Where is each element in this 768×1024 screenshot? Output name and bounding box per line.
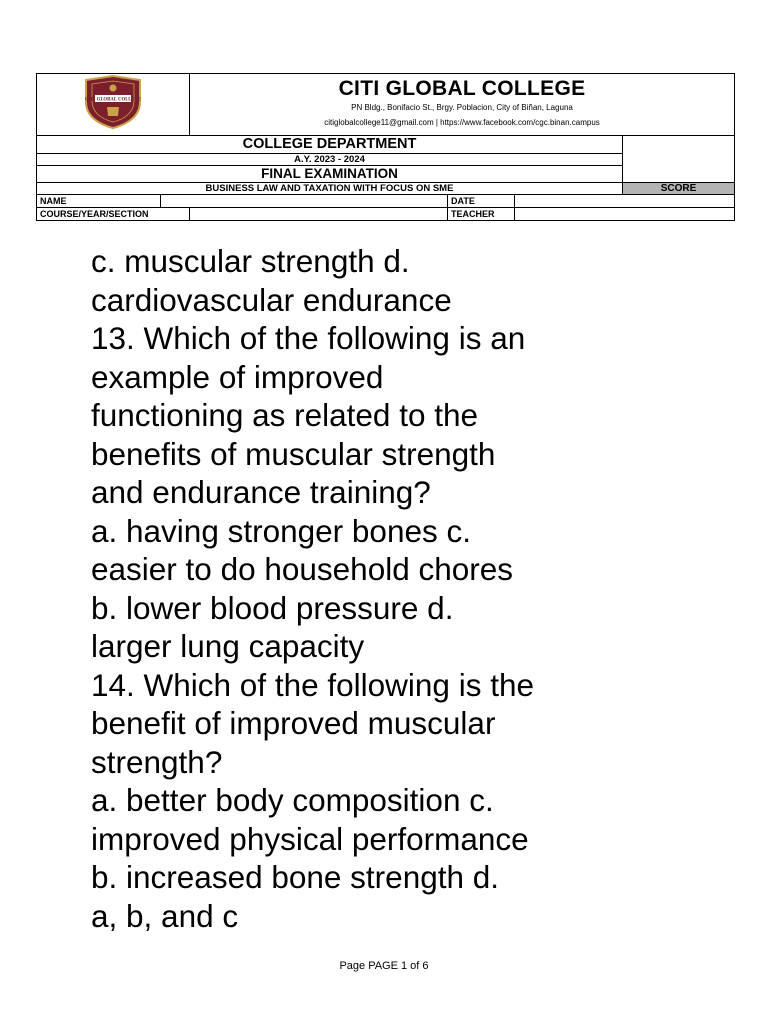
question-13-line: 13. Which of the following is an	[91, 320, 526, 356]
content-line: benefit of improved muscular	[91, 705, 496, 741]
question-14-line: 14. Which of the following is the	[91, 666, 534, 703]
logo-cell	[37, 74, 190, 136]
content-line: a, b, and c	[91, 897, 239, 934]
academic-year: A.Y. 2023 - 2024	[37, 154, 623, 166]
name-field[interactable]	[161, 195, 448, 208]
content-line: functioning as related to the	[91, 397, 479, 433]
department-title: COLLEGE DEPARTMENT	[37, 136, 623, 154]
college-address: PN Bldg., Bonifacio St., Brgy. Poblacion, City of Biñan, Laguna	[351, 103, 573, 112]
content-line: improved physical performance	[91, 820, 529, 857]
content-line: cardiovascular endurance	[91, 281, 452, 318]
exam-header-table	[36, 73, 735, 221]
date-field[interactable]	[515, 195, 735, 208]
content-line: c. muscular strength d.	[91, 243, 410, 279]
content-line: a. having stronger bones c.	[91, 512, 471, 549]
teacher-field[interactable]	[515, 208, 735, 221]
course-label: COURSE/YEAR/SECTION	[37, 208, 190, 221]
content-line: and endurance training?	[91, 474, 431, 510]
content-line: benefits of muscular strength	[91, 435, 496, 472]
name-label: NAME	[37, 195, 161, 208]
college-info-cell	[190, 74, 735, 136]
content-line: easier to do household chores	[91, 551, 514, 587]
content-line: example of improved	[91, 358, 384, 395]
content-line: strength?	[91, 743, 223, 780]
logo-text: CITI GLOBAL COLLEGE	[84, 96, 142, 102]
content-line: a. better body composition c.	[91, 782, 494, 818]
page-footer: Page PAGE 1 of 6	[339, 960, 429, 972]
subject-title: BUSINESS LAW AND TAXATION WITH FOCUS ON SME	[37, 183, 623, 195]
content-line: larger lung capacity	[91, 628, 365, 664]
course-field[interactable]	[190, 208, 448, 221]
college-contact: citiglobalcollege11@gmail.com | https://www.facebook.com/cgc.binan.campus	[324, 118, 600, 127]
score-label: SCORE	[623, 183, 735, 195]
date-label: DATE	[448, 195, 515, 208]
college-name: CITI GLOBAL COLLEGE	[338, 77, 586, 100]
college-logo	[82, 74, 144, 130]
teacher-label: TEACHER	[448, 208, 515, 221]
exam-title: FINAL EXAMINATION	[37, 166, 623, 183]
score-box	[623, 136, 735, 183]
exam-content	[91, 242, 731, 935]
content-line: b. lower blood pressure d.	[91, 589, 454, 626]
content-line: b. increased bone strength d.	[91, 859, 500, 895]
